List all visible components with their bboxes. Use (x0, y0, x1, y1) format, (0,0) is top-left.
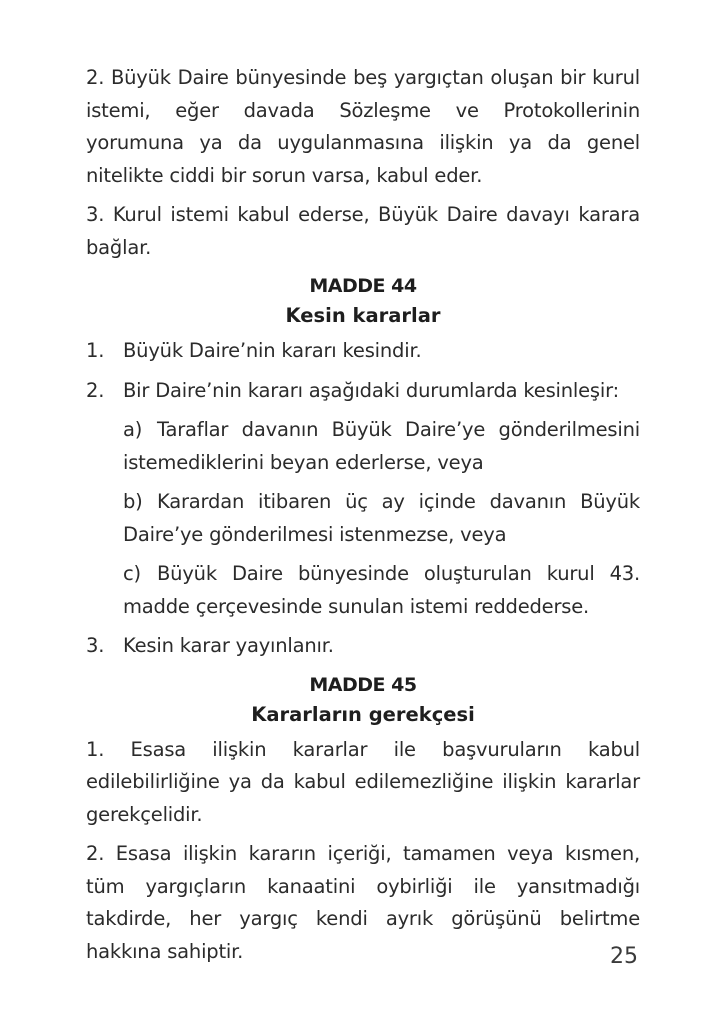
article-45-header (86, 670, 640, 730)
page-body (86, 62, 640, 975)
subitem-label: c) (123, 562, 141, 585)
paragraph-3-intro: 3. Kurul istemi kabul ederse, Büyük Daire davayı karara bağlar. (86, 203, 640, 259)
article-45-number: MADDE 45 (309, 673, 417, 696)
item-number: 3. (86, 634, 105, 657)
subitem-text: Karardan itibaren üç ay içinde davanın Büyük Daire’ye gönderilmesi istenmezse, veya (123, 490, 640, 546)
article-45-paragraph-2: 2. Esasa ilişkin kararın içeriği, tamamen veya kısmen, tüm yargıçların kanaatini oybirliği ile yansıtmadığı takdirde, her yargıç kendi ayrık görüşünü belirtme hakkına sahiptir. (86, 842, 640, 963)
item-text: Kesin karar yayınlanır. (123, 634, 334, 657)
subitem-label: b) (123, 490, 143, 513)
article-45-paragraph-1: 1. Esasa ilişkin kararlar ile başvuruların kabul edilebilirliğine ya da kabul edilemezliğine ilişkin kararlar gerekçelidir. (86, 737, 640, 826)
article-44-subitem-c (123, 558, 640, 623)
subitem-text: Taraflar davanın Büyük Daire’ye gönderilmesini istemediklerini beyan ederlerse, veya (123, 418, 640, 474)
article-44-item-3 (86, 630, 640, 663)
page-number: 25 (610, 944, 638, 969)
item-number: 1. (86, 339, 105, 362)
article-44-title: Kesin kararlar (285, 304, 441, 327)
item-text: Büyük Daire’nin kararı kesindir. (123, 339, 422, 362)
article-44-item-2 (86, 375, 640, 408)
article-45-title: Kararların gerekçesi (251, 702, 475, 726)
article-44-header (86, 271, 640, 331)
article-44-subitem-a (123, 414, 640, 479)
subitem-label: a) (123, 418, 143, 441)
article-44-subitem-b (123, 486, 640, 551)
item-number: 2. (86, 378, 105, 402)
subitem-text: Büyük Daire bünyesinde oluşturulan kurul 43. madde çerçevesinde sunulan istemi reddederse. (123, 562, 640, 618)
paragraph-2-intro: 2. Büyük Daire bünyesinde beş yargıçtan oluşan bir kurul istemi, eğer davada Sözleşme ve Protokollerinin yorumuna ya da uygulanmasına ilişkin ya da genel nitelikte ciddi bir sorun varsa, kabul eder. (86, 66, 640, 187)
article-44-item-1 (86, 335, 640, 368)
article-44-number: MADDE 44 (309, 275, 417, 297)
item-text: Bir Daire’nin kararı aşağıdaki durumlarda kesinleşir: (123, 378, 619, 402)
